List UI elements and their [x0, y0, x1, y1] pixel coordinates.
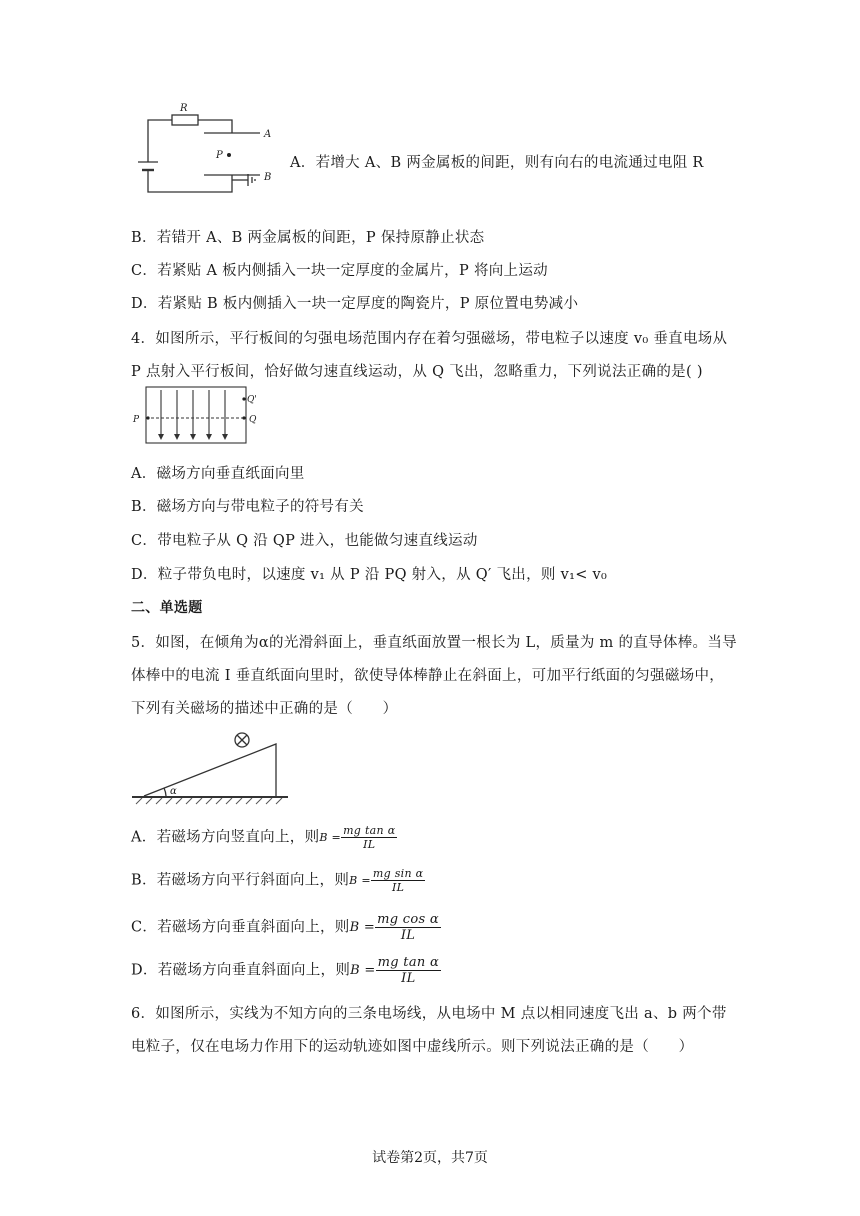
- q4-option-c: C．带电粒子从 Q 沿 QP 进入，也能做匀速直线运动: [131, 533, 478, 549]
- formula-fraction: [375, 912, 441, 943]
- formula-fraction: [371, 867, 426, 894]
- section-title: 二、单选题: [131, 600, 203, 616]
- formula-fraction: [376, 955, 441, 986]
- option-text: C．若磁场方向垂直斜面向上，则: [131, 919, 350, 936]
- denominator: IL: [401, 971, 416, 986]
- option-text: A．若磁场方向竖直向上，则: [131, 829, 320, 846]
- option-text: B．若磁场方向平行斜面向上，则: [131, 872, 350, 889]
- figure-label-b: B: [264, 172, 272, 183]
- q6-stem-line2: 电粒子，仅在电场力作用下的运动轨迹如图中虚线所示。则下列说法正确的是（ ）: [131, 1039, 694, 1055]
- option-text: D．若磁场方向垂直斜面向上，则: [131, 962, 351, 979]
- numerator: mg cos α: [377, 912, 439, 927]
- field-plates-figure: [130, 384, 264, 448]
- q3-option-a: A．若增大 A、B 两金属板的间距，则有向右的电流通过电阻 R: [290, 155, 704, 171]
- b-equals: B =: [350, 963, 376, 978]
- q3-option-c: C．若紧贴 A 板内侧插入一块一定厚度的金属片，P 将向上运动: [131, 263, 548, 279]
- denominator: IL: [363, 838, 376, 851]
- figure-label-q-prime: Q': [247, 395, 257, 405]
- q5-option-d: [131, 955, 441, 986]
- numerator: mg tan α: [377, 955, 440, 970]
- figure-label-a: A: [264, 129, 272, 140]
- q4-stem-line2: P 点射入平行板间，恰好做匀速直线运动，从 Q 飞出，忽略重力，下列说法正确的是( ): [131, 364, 703, 380]
- figure-label-alpha: α: [170, 786, 177, 797]
- figure-label-p: P: [133, 415, 140, 425]
- b-equals: B =: [319, 831, 342, 844]
- q5-stem-line1: 5．如图，在倾角为α的光滑斜面上，垂直纸面放置一根长为 L，质量为 m 的直导体棒。当导: [131, 635, 737, 651]
- b-equals: B =: [349, 920, 376, 935]
- figure-label-r: R: [180, 103, 188, 114]
- denominator: IL: [392, 881, 405, 894]
- q4-option-d: D．粒子带负电时，以速度 v₁ 从 P 沿 PQ 射入，从 Q′ 飞出，则 v₁< v₀: [131, 567, 608, 583]
- incline-figure: [128, 726, 292, 806]
- q4-option-b: B．磁场方向与带电粒子的符号有关: [131, 499, 364, 515]
- q6-stem-line1: 6．如图所示，实线为不知方向的三条电场线，从电场中 M 点以相同速度飞出 a、b 两个带: [131, 1006, 727, 1022]
- figure-label-p: P: [216, 150, 223, 161]
- formula-fraction: [341, 824, 397, 851]
- capacitor-circuit-figure: [128, 100, 280, 196]
- q5-option-b: [131, 867, 425, 894]
- numerator: mg sin α: [372, 867, 424, 880]
- q3-option-b: B．若错开 A、B 两金属板的间距，P 保持原静止状态: [131, 230, 485, 246]
- q5-option-c: [131, 912, 441, 943]
- b-equals: B =: [349, 874, 371, 887]
- q3-option-d: D．若紧贴 B 板内侧插入一块一定厚度的陶瓷片，P 原位置电势减小: [131, 296, 579, 312]
- q5-option-a: [131, 824, 397, 851]
- q4-stem-line1: 4．如图所示，平行板间的匀强电场范围内存在着匀强磁场，带电粒子以速度 v₀ 垂直电场从: [131, 331, 728, 347]
- q5-stem-line2: 体棒中的电流 I 垂直纸面向里时，欲使导体棒静止在斜面上，可加平行纸面的匀强磁场中，: [131, 668, 725, 684]
- q5-stem-line3: 下列有关磁场的描述中正确的是（ ）: [131, 701, 398, 717]
- numerator: mg tan α: [343, 824, 396, 837]
- q4-option-a: A．磁场方向垂直纸面向里: [131, 466, 305, 482]
- denominator: IL: [400, 928, 416, 943]
- page-footer: 试卷第2页，共7页: [372, 1150, 488, 1166]
- figure-label-q: Q: [249, 415, 257, 425]
